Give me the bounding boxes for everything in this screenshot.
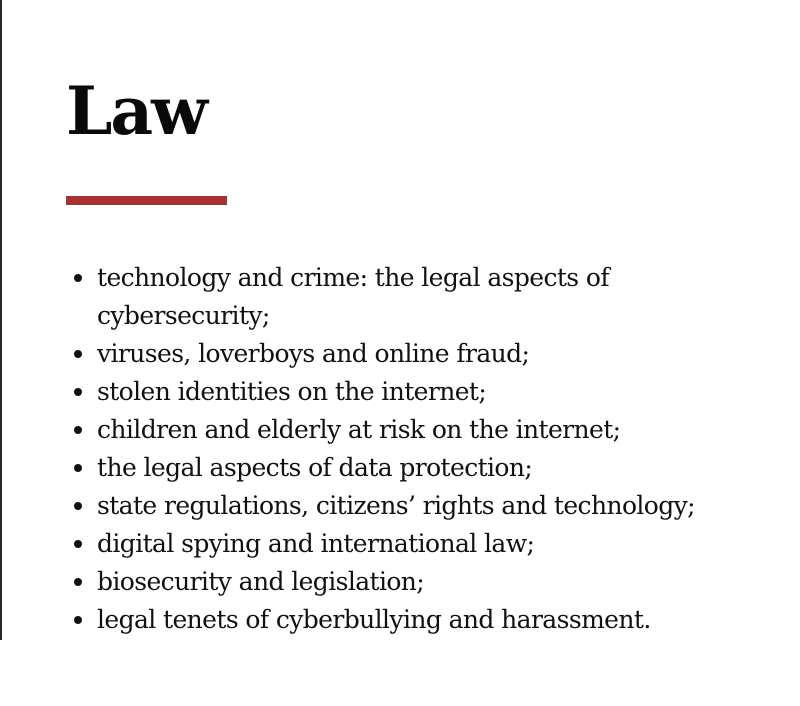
- topic-item: [66, 525, 726, 563]
- topic-text: legal tenets of cyberbullying and harassment.: [97, 605, 651, 634]
- bullet-icon: [74, 350, 82, 358]
- bullet-icon: [74, 426, 82, 434]
- topic-text: biosecurity and legislation;: [97, 567, 425, 596]
- topic-text: state regulations, citizens’ rights and technology;: [97, 491, 695, 520]
- page-left-edge: [0, 0, 2, 640]
- bullet-icon: [74, 578, 82, 586]
- topic-list: [66, 259, 726, 639]
- topic-text: viruses, loverboys and online fraud;: [97, 339, 530, 368]
- topic-item: [66, 259, 726, 335]
- bullet-icon: [74, 274, 82, 282]
- bullet-icon: [74, 388, 82, 396]
- bullet-icon: [74, 540, 82, 548]
- topic-item: [66, 487, 726, 525]
- topic-text: technology and crime: the legal aspects of cybersecurity;: [97, 263, 609, 330]
- document-content: [66, 72, 766, 639]
- topic-item: [66, 411, 726, 449]
- topic-item: [66, 373, 726, 411]
- title-accent-bar: [66, 196, 227, 205]
- topic-text: children and elderly at risk on the internet;: [97, 415, 621, 444]
- topic-item: [66, 335, 726, 373]
- topic-item: [66, 563, 726, 601]
- topic-text: the legal aspects of data protection;: [97, 453, 533, 482]
- topic-item: [66, 601, 726, 639]
- bullet-icon: [74, 502, 82, 510]
- bullet-icon: [74, 464, 82, 472]
- page-title: Law: [66, 72, 206, 150]
- topic-item: [66, 449, 726, 487]
- topic-text: stolen identities on the internet;: [97, 377, 487, 406]
- topic-text: digital spying and international law;: [97, 529, 535, 558]
- bullet-icon: [74, 616, 82, 624]
